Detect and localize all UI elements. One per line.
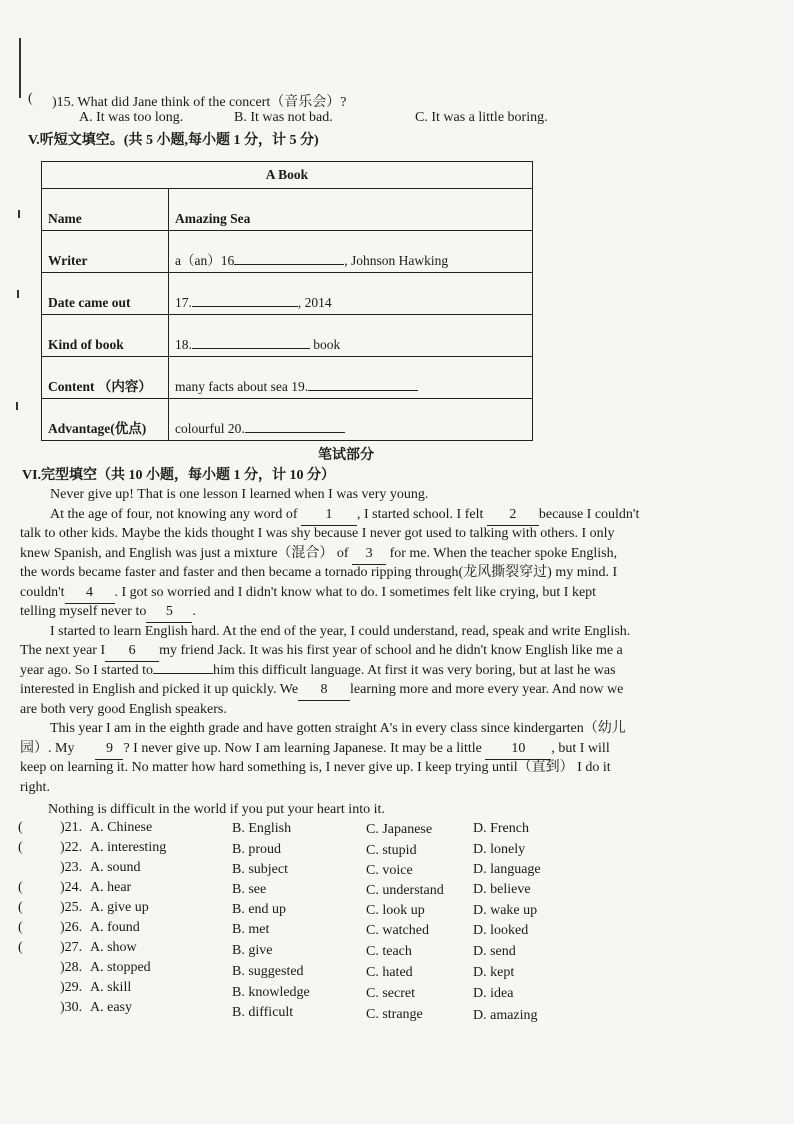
q-number: )30.	[60, 1000, 83, 1015]
option-d[interactable]: D. wake up	[473, 903, 538, 918]
option-c[interactable]: C. teach	[366, 944, 412, 959]
blank-1[interactable]: 1	[301, 505, 357, 526]
passage-line: right.	[20, 780, 50, 795]
passage-line: telling myself never to 5 .	[20, 602, 692, 623]
option-c[interactable]: C. voice	[366, 863, 413, 878]
option-d[interactable]: D. believe	[473, 882, 531, 897]
option-a[interactable]: A. give up	[90, 900, 149, 915]
blank-4[interactable]: 4	[65, 583, 115, 604]
option-b[interactable]: B. met	[232, 922, 270, 937]
q-number: )21.	[60, 820, 83, 835]
table-row	[42, 189, 533, 231]
option-b[interactable]: B. knowledge	[232, 985, 310, 1000]
q-paren: (	[18, 900, 23, 915]
table-row	[42, 231, 533, 273]
section-6-title: VI.完型填空（共 10 小题，每小题 1 分，计 10 分）	[22, 468, 336, 483]
row-value-content	[169, 357, 533, 399]
q-number: )27.	[60, 940, 83, 955]
table-row	[42, 399, 533, 441]
option-a[interactable]: A. skill	[90, 980, 132, 995]
margin-dot	[16, 402, 18, 410]
blank-7[interactable]	[153, 673, 213, 674]
q-number: )26.	[60, 920, 83, 935]
option-d[interactable]: D. kept	[473, 965, 515, 980]
option-b[interactable]: B. English	[232, 821, 292, 836]
row-value-writer	[169, 231, 533, 273]
section-5-title: V.听短文填空。(共 5 小题,每小题 1 分，计 5 分)	[28, 133, 319, 148]
q15-option-b: B. It was not bad.	[234, 110, 333, 125]
blank-3[interactable]: 3	[352, 544, 386, 565]
option-c[interactable]: C. look up	[366, 903, 425, 918]
table-row	[42, 357, 533, 399]
option-b[interactable]: B. proud	[232, 842, 281, 857]
option-c[interactable]: C. stupid	[366, 843, 417, 858]
option-b[interactable]: B. subject	[232, 862, 288, 877]
row-value-advantage	[169, 399, 533, 441]
option-c[interactable]: C. Japanese	[366, 822, 433, 837]
passage-line: I started to learn English hard. At the end of the year, I could understand, read, speak and write English.	[50, 624, 631, 639]
q15-stem: )15. What did Jane think of the concert（音乐会）?	[52, 95, 347, 110]
written-part-heading: 笔试部分	[318, 448, 374, 463]
blank-17[interactable]	[192, 306, 298, 307]
q-paren: (	[18, 940, 23, 955]
table-row	[42, 315, 533, 357]
blank-20-label: colourful 20.	[175, 421, 245, 436]
option-b[interactable]: B. suggested	[232, 964, 304, 979]
q15-option-a: A. It was too long.	[79, 110, 184, 125]
passage-line: Nothing is difficult in the world if you put your heart into it.	[48, 802, 385, 817]
q-number: )28.	[60, 960, 83, 975]
blank-2[interactable]: 2	[487, 505, 539, 526]
passage-line: interested in English and picked it up quickly. We 8 learning more and more every year. And now we	[20, 680, 692, 701]
writer-name: , Johnson Hawking	[344, 253, 449, 268]
option-c[interactable]: C. secret	[366, 986, 415, 1001]
row-label-advantage: Advantage(优点)	[42, 399, 169, 441]
kind-suffix: book	[313, 337, 341, 352]
option-a[interactable]: A. sound	[90, 860, 141, 875]
margin-dot	[17, 290, 19, 298]
row-label-writer: Writer	[42, 231, 169, 273]
option-a[interactable]: A. found	[90, 920, 140, 935]
blank-18-label: 18.	[175, 337, 192, 352]
table-header: A Book	[42, 162, 533, 189]
blank-18[interactable]	[192, 348, 310, 349]
passage-line: talk to other kids. Maybe the kids thought I was shy because I never got used to talking with others. I only	[20, 526, 615, 541]
q-paren: (	[18, 880, 23, 895]
blank-16-label: a（an）16	[175, 253, 235, 268]
option-b[interactable]: B. difficult	[232, 1005, 294, 1020]
option-c[interactable]: C. watched	[366, 923, 429, 938]
q-number: )23.	[60, 860, 83, 875]
option-d[interactable]: D. idea	[473, 986, 514, 1001]
option-c[interactable]: C. hated	[366, 965, 413, 980]
passage-line: This year I am in the eighth grade and have gotten straight A's in every class since kindergarten（幼儿	[50, 721, 626, 736]
q-paren: (	[18, 820, 23, 835]
option-d[interactable]: D. French	[473, 821, 529, 836]
blank-19-label: many facts about sea 19.	[175, 379, 309, 394]
option-d[interactable]: D. language	[473, 862, 541, 877]
blank-5[interactable]: 5	[146, 602, 192, 623]
q-number: )22.	[60, 840, 83, 855]
option-a[interactable]: A. show	[90, 940, 137, 955]
passage-line: 园）. My 9 ? I never give up. Now I am learning Japanese. It may be a little 10 , but I will	[20, 739, 692, 760]
row-label-content: Content （内容）	[42, 357, 169, 399]
passage-line: year ago. So I started to him this difficult language. At first it was very boring, but at last he was	[20, 663, 616, 678]
margin-dot	[18, 210, 20, 218]
blank-16[interactable]	[234, 264, 344, 265]
q15-option-c: C. It was a little boring.	[415, 110, 548, 125]
date-year: , 2014	[297, 295, 332, 310]
option-a[interactable]: A. stopped	[90, 960, 151, 975]
passage-line: are both very good English speakers.	[20, 702, 227, 717]
q15-paren: (	[28, 91, 33, 106]
option-a[interactable]: A. Chinese	[90, 820, 153, 835]
option-a[interactable]: A. interesting	[90, 840, 167, 855]
book-info-table	[41, 161, 533, 441]
row-label-name: Name	[42, 189, 169, 231]
option-d[interactable]: D. lonely	[473, 842, 526, 857]
q-number: )24.	[60, 880, 83, 895]
margin-line	[19, 38, 21, 98]
passage-line: At the age of four, not knowing any word of 1 , I started school. I felt 2 because I couldn't	[50, 505, 722, 526]
option-c[interactable]: C. strange	[366, 1007, 423, 1022]
blank-6[interactable]: 6	[105, 641, 159, 662]
q-number: )25.	[60, 900, 83, 915]
blank-9[interactable]: 9	[95, 739, 123, 760]
passage-line: Never give up! That is one lesson I learned when I was very young.	[50, 487, 429, 502]
option-d[interactable]: D. looked	[473, 923, 529, 938]
table-row	[42, 273, 533, 315]
row-label-kind: Kind of book	[42, 315, 169, 357]
option-d[interactable]: D. send	[473, 944, 516, 959]
passage-line: keep on learning it. No matter how hard something is, I never give up. I keep trying until（直到） I do it	[20, 760, 611, 775]
option-b[interactable]: B. end up	[232, 902, 287, 917]
blank-20[interactable]	[245, 432, 345, 433]
row-value-date	[169, 273, 533, 315]
option-a[interactable]: A. easy	[90, 1000, 132, 1015]
option-d[interactable]: D. amazing	[473, 1008, 538, 1023]
blank-17-label: 17.	[175, 295, 192, 310]
blank-10[interactable]: 10	[485, 739, 551, 760]
q-number: )29.	[60, 980, 83, 995]
passage-line: knew Spanish, and English was just a mixture（混合） of 3 for me. When the teacher spoke English,	[20, 544, 692, 565]
row-label-date: Date came out	[42, 273, 169, 315]
option-b[interactable]: B. give	[232, 943, 273, 958]
q-paren: (	[18, 920, 23, 935]
passage-line: the words became faster and faster and then became a tornado ripping through(龙风撕裂穿过) my mind. I	[20, 565, 618, 580]
option-c[interactable]: C. understand	[366, 883, 444, 898]
blank-19[interactable]	[308, 390, 418, 391]
q-paren: (	[18, 840, 23, 855]
row-value-name: Amazing Sea	[169, 189, 533, 231]
option-b[interactable]: B. see	[232, 882, 267, 897]
row-value-kind	[169, 315, 533, 357]
passage-line: couldn't 4 . I got so worried and I didn't know what to do. I sometimes felt like crying, but I kept	[20, 583, 692, 604]
passage-line: The next year I 6 my friend Jack. It was his first year of school and he didn't know English like me a	[20, 641, 692, 662]
option-a[interactable]: A. hear	[90, 880, 132, 895]
blank-8[interactable]: 8	[298, 680, 350, 701]
